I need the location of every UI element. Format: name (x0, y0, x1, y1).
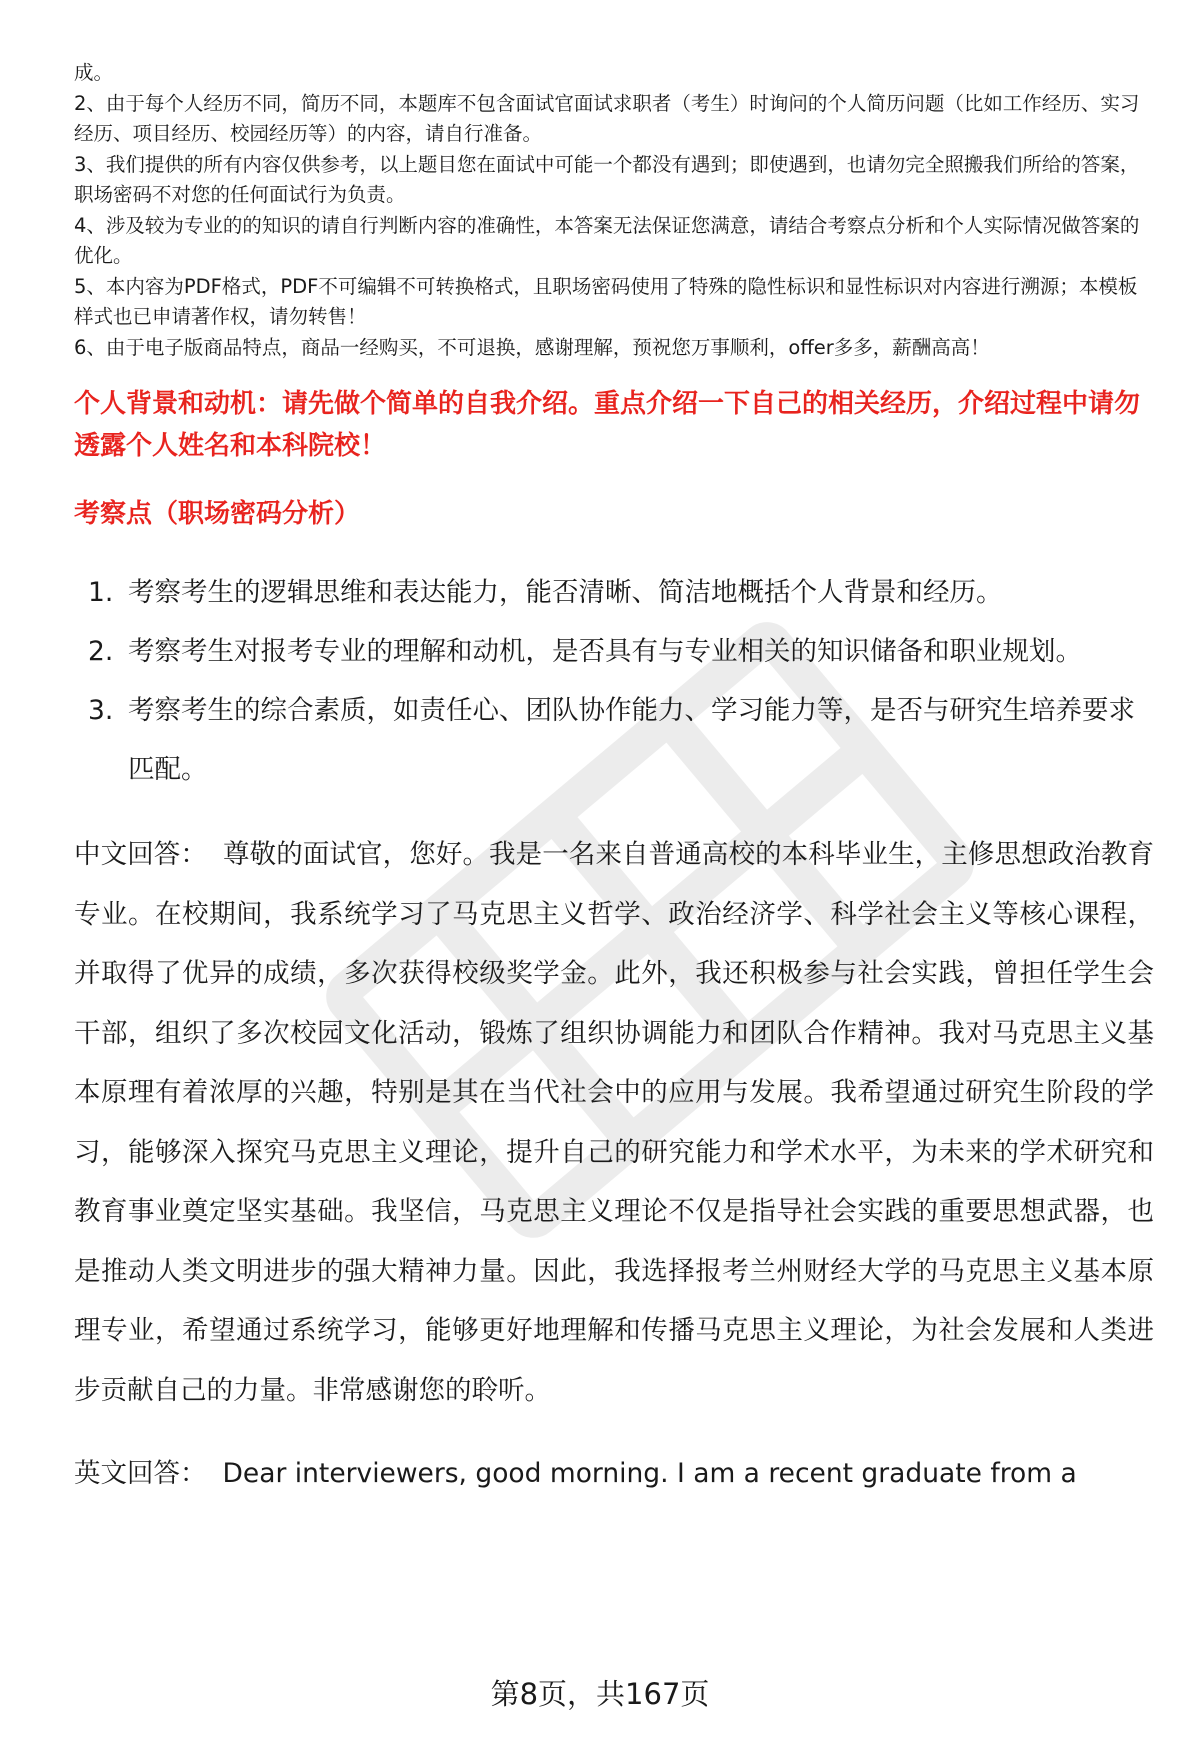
chinese-answer-text: 尊敬的面试官，您好。我是一名来自普通高校的本科毕业生，主修思想政治教育专业。在校期间，我系统学习了马克思主义哲学、政治经济学、科学社会主义等核心课程，并取得了优异的成绩，多次获得校级奖学金。此外，我还积极参与社会实践，曾担任学生会干部，组织了多次校园文化活动，锻炼了组织协调能力和团队合作精神。我对马克思主义基本原理有着浓厚的兴趣，特别是其在当代社会中的应用与发展。我希望通过研究生阶段的学习，能够深入探究马克思主义理论，提升自己的研究能力和学术水平，为未来的学术研究和教育事业奠定坚实基础。我坚信，马克思主义理论不仅是指导社会实践的重要思想武器，也是推动人类文明进步的强大精神力量。因此，我选择报考兰州财经大学的马克思主义基本原理专业，希望通过系统学习，能够更好地理解和传播马克思主义理论，为社会发展和人类进步贡献自己的力量。非常感谢您的聆听。 (74, 839, 1155, 1406)
chinese-answer (74, 825, 1154, 1420)
note-item: 成。 (74, 61, 114, 84)
analysis-point (74, 563, 1154, 622)
question-title: 个人背景和动机：请先做个简单的自我介绍。重点介绍一下自己的相关经历，介绍过程中请勿透露个人姓名和本科院校！ (74, 389, 1141, 461)
point-text: 考察考生对报考专业的理解和动机，是否具有与专业相关的知识储备和职业规划。 (128, 636, 1082, 667)
analysis-points (74, 563, 1154, 799)
english-answer-label: 英文回答： (74, 1458, 207, 1489)
main-content (74, 58, 1154, 1504)
note-item: 4、涉及较为专业的的知识的请自行判断内容的准确性，本答案无法保证您满意，请结合考察点分析和个人实际情况做答案的优化。 (74, 213, 1140, 267)
point-number: 1. (88, 577, 114, 608)
point-number: 2. (88, 636, 114, 667)
point-text: 考察考生的逻辑思维和表达能力，能否清晰、简洁地概括个人背景和经历。 (128, 577, 1003, 608)
note-item: 6、由于电子版商品特点，商品一经购买，不可退换，感谢理解，预祝您万事顺利，offer多多，薪酬高高！ (74, 335, 990, 359)
note-item: 2、由于每个人经历不同，简历不同，本题库不包含面试官面试求职者（考生）时询问的个人简历问题（比如工作经历、实习经历、项目经历、校园经历等）的内容，请自行准备。 (74, 91, 1140, 145)
english-answer-text: Dear interviewers, good morning. I am a recent graduate from a (222, 1458, 1077, 1489)
page-number: 第8页，共167页 (490, 1677, 710, 1711)
analysis-title: 考察点（职场密码分析） (74, 499, 361, 529)
analysis-point (74, 681, 1154, 799)
disclaimer-notes (74, 58, 1154, 363)
note-item: 3、我们提供的所有内容仅供参考，以上题目您在面试中可能一个都没有遇到；即使遇到，也请勿完全照搬我们所给的答案，职场密码不对您的任何面试行为负责。 (74, 152, 1140, 206)
analysis-point (74, 622, 1154, 681)
english-answer (74, 1444, 1154, 1504)
chinese-answer-label: 中文回答： (74, 839, 208, 870)
point-text: 考察考生的综合素质，如责任心、团队协作能力、学习能力等，是否与研究生培养要求匹配。 (128, 695, 1135, 785)
point-number: 3. (88, 695, 114, 726)
note-item: 5、本内容为PDF格式，PDF不可编辑不可转换格式，且职场密码使用了特殊的隐性标识和显性标识对内容进行溯源；本模板样式也已申请著作权，请勿转售！ (74, 274, 1138, 328)
